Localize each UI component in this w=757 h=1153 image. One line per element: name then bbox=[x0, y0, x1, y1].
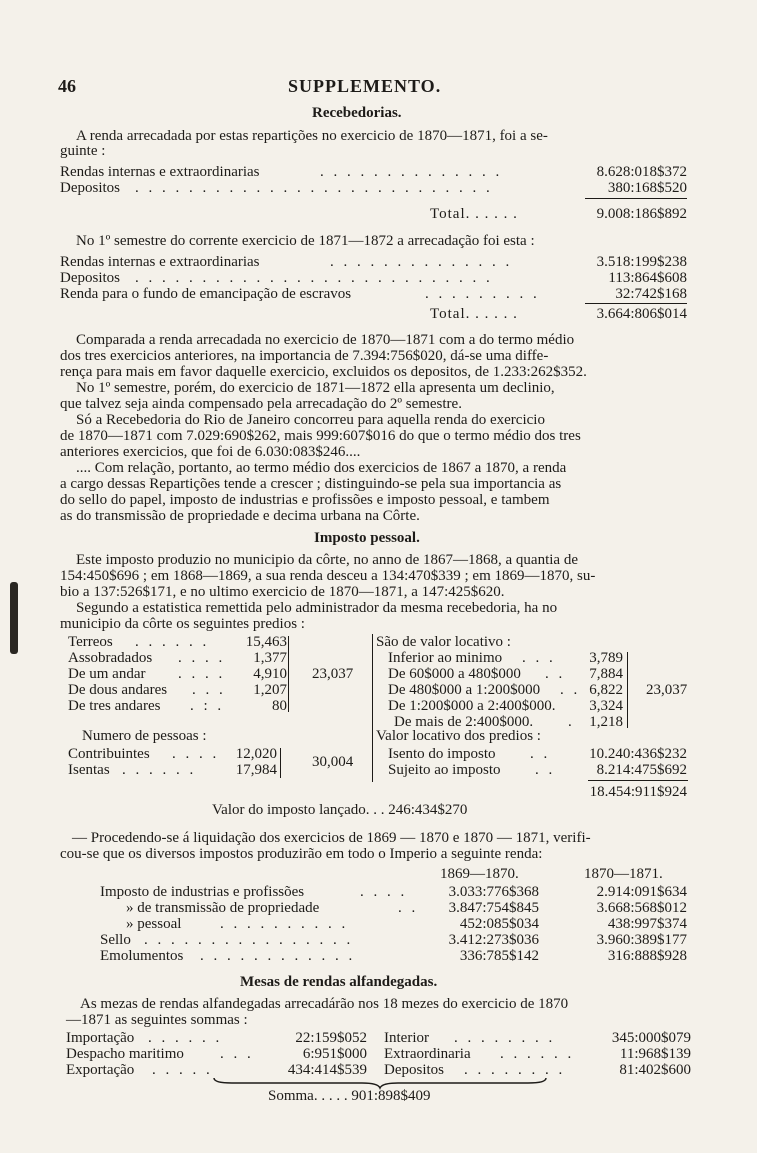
table-row-label: De 480$000 a 1:200$000 bbox=[388, 682, 541, 698]
table-row-label: Depositos bbox=[384, 1062, 444, 1078]
leader-dots: . . . . . . . . . . bbox=[220, 916, 349, 932]
paragraph-line: municipio da côrte os seguintes predios : bbox=[60, 616, 305, 632]
paragraph-line: dos tres exercicios anteriores, na importancia de 7.394:756$020, dá-se uma diffe- bbox=[60, 348, 549, 364]
table-row-label: Assobradados bbox=[68, 650, 153, 666]
table-row-label: De 60$000 a 480$000 bbox=[388, 666, 521, 682]
table-row-value: 10.240:436$232 bbox=[589, 746, 687, 762]
paragraph-line: as do transmissão de propriedade e decima urbana na Côrte. bbox=[60, 508, 420, 524]
total-label: Total. . . . . . bbox=[430, 306, 518, 322]
section-title-mesas: Mesas de rendas alfandegadas. bbox=[240, 974, 438, 990]
total-value: 9.008:186$892 bbox=[596, 206, 687, 222]
paragraph-line: — Procedendo-se á liquidação dos exercicios de 1869 — 1870 e 1870 — 1871, verifi- bbox=[72, 830, 591, 846]
table-row-value: 3.847:754$845 bbox=[448, 900, 539, 916]
paragraph-line: Segundo a estatistica remettida pelo administrador da mesma recebedoria, ha no bbox=[76, 600, 558, 616]
table-row-label: De dous andares bbox=[68, 682, 168, 698]
valor-total: 23,037 bbox=[646, 682, 688, 698]
paragraph-line: .... Com relação, portanto, ao termo médio dos exercicios de 1867 a 1870, a renda bbox=[76, 460, 567, 476]
paragraph-line: No 1º semestre do corrente exercicio de 1871—1872 a arrecadação foi esta : bbox=[76, 233, 535, 249]
table-row-label: Interior bbox=[384, 1030, 429, 1046]
table-row-label: Despacho maritimo bbox=[66, 1046, 184, 1062]
table-row-value: 336:785$142 bbox=[459, 948, 539, 964]
table-row-label: Rendas internas e extraordinarias bbox=[60, 164, 260, 180]
vl-total: 18.454:911$924 bbox=[589, 784, 687, 800]
leader-dots: . . . . . . . . . . . . . . . . . . . . . . . . . . . bbox=[135, 270, 493, 286]
section-title-recebedorias: Recebedorias. bbox=[312, 105, 402, 121]
table-row-value: 3.668:568$012 bbox=[596, 900, 687, 916]
table-row-label: Extraordinaria bbox=[384, 1046, 471, 1062]
leader-dots: . . . . bbox=[172, 746, 220, 762]
leader-dots: . . . . . . bbox=[148, 1030, 223, 1046]
table-row-label: Terreos bbox=[68, 634, 113, 650]
column-header: 1869—1870. bbox=[440, 866, 519, 882]
table-row-label: De tres andares bbox=[68, 698, 161, 714]
table-row-value: 12,020 bbox=[235, 746, 277, 762]
brace bbox=[627, 652, 628, 728]
leader-dots: . . . . . bbox=[152, 1062, 213, 1078]
table-row-value: 4,910 bbox=[253, 666, 287, 682]
table-row-value: 8.214:475$692 bbox=[596, 762, 687, 778]
leader-dots: . . . . . . . . . . . . . . bbox=[330, 254, 513, 270]
leader-dots: . . . . . . bbox=[500, 1046, 575, 1062]
margin-mark bbox=[10, 582, 18, 654]
leader-dots: . bbox=[568, 714, 575, 730]
paragraph-line: Este imposto produzio no municipio da côrte, no anno de 1867—1868, a quantia de bbox=[76, 552, 578, 568]
table-row-value: 1,377 bbox=[253, 650, 287, 666]
sub-header: Valor locativo dos predios : bbox=[376, 728, 541, 744]
sub-header: Numero de pessoas : bbox=[82, 728, 207, 744]
table-row-value: 3.518:199$238 bbox=[596, 254, 687, 270]
table-row-value: 11:968$139 bbox=[619, 1046, 691, 1062]
paragraph-line: As mezas de rendas alfandegadas arrecadárão nos 18 mezes do exercicio de 1870 bbox=[80, 996, 569, 1012]
column-divider bbox=[372, 634, 373, 782]
table-row-label: Inferior ao minimo bbox=[388, 650, 503, 666]
table-row-label: Renda para o fundo de emancipação de escravos bbox=[60, 286, 352, 302]
table-row-label: Imposto de industrias e profissões bbox=[100, 884, 305, 900]
sum-rule bbox=[585, 198, 687, 199]
leader-dots: . . . . . . . . . bbox=[425, 286, 540, 302]
table-row-value: 438:997$374 bbox=[607, 916, 687, 932]
table-row-value: 452:085$034 bbox=[459, 916, 539, 932]
paragraph-line: rença para mais em favor daquelle exercicio, excluidos os depositos, de 1.233:262$352. bbox=[60, 364, 587, 380]
leader-dots: . . . . bbox=[178, 650, 226, 666]
leader-dots: . . bbox=[560, 682, 581, 698]
brace bbox=[280, 748, 281, 778]
table-row-value: 2.914:091$634 bbox=[596, 884, 687, 900]
table-row-value: 3.412:273$036 bbox=[448, 932, 539, 948]
table-row-value: 6,822 bbox=[589, 682, 623, 698]
table-row-value: 17,984 bbox=[235, 762, 277, 778]
table-row-value: 32:742$168 bbox=[615, 286, 687, 302]
table-row-label: Isento do imposto bbox=[388, 746, 496, 762]
leader-dots: . . bbox=[398, 900, 419, 916]
leader-dots: . . . . . . . . bbox=[454, 1030, 556, 1046]
table-row-label: Isentas bbox=[68, 762, 110, 778]
leader-dots: . . . . . . bbox=[122, 762, 197, 778]
paragraph-line: guinte : bbox=[60, 143, 106, 159]
table-row-value: 7,884 bbox=[589, 666, 623, 682]
table-row-value: 3.033:776$368 bbox=[448, 884, 539, 900]
column-header: 1870—1871. bbox=[584, 866, 663, 882]
paragraph-line: No 1º semestre, porém, do exercicio de 1871—1872 ella apresenta um declinio, bbox=[76, 380, 555, 396]
leader-dots: . . . . . . . . . . . . . . . . . . . . . . . . . . . bbox=[135, 180, 493, 196]
leader-dots: . . . . . . . . bbox=[464, 1062, 566, 1078]
leader-dots: . . . . . . . . . . . . bbox=[200, 948, 356, 964]
sub-header: São de valor locativo : bbox=[376, 634, 511, 650]
leader-dots: . . bbox=[545, 666, 566, 682]
total-label: Total. . . . . . bbox=[430, 206, 518, 222]
paragraph-line: anteriores exercicios, que foi de 6.030:083$246.... bbox=[60, 444, 361, 460]
leader-dots: . . . . bbox=[360, 884, 408, 900]
leader-dots: . . . . bbox=[178, 666, 226, 682]
table-row-value: 15,463 bbox=[245, 634, 287, 650]
table-row-value: 1,207 bbox=[253, 682, 287, 698]
page-title: SUPPLEMENTO. bbox=[288, 76, 442, 96]
somma-total: Somma. . . . . 901:898$409 bbox=[268, 1088, 431, 1104]
brace bbox=[288, 636, 289, 712]
paragraph-line: bio a 137:526$171, e no ultimo exercicio de 1870—1871, a 147:425$620. bbox=[60, 584, 505, 600]
table-row-value: 8.628:018$372 bbox=[596, 164, 687, 180]
table-row-label: Sello bbox=[100, 932, 131, 948]
leader-dots: . . . bbox=[220, 1046, 254, 1062]
leader-dots: . . . bbox=[192, 682, 226, 698]
total-value: 3.664:806$014 bbox=[596, 306, 687, 322]
table-row-label: Depositos bbox=[60, 180, 120, 196]
leader-dots: . . . . . . . . . . . . . . bbox=[320, 164, 503, 180]
paragraph-line: cou-se que os diversos impostos produzirão em todo o Imperio a seguinte renda: bbox=[60, 846, 543, 862]
paragraph-line: 154:450$696 ; em 1868—1869, a sua renda desceu a 134:470$339 ; em 1869—1870, su- bbox=[60, 568, 596, 584]
table-row-value: 81:402$600 bbox=[619, 1062, 691, 1078]
table-row-label: Exportação bbox=[66, 1062, 135, 1078]
paragraph-line: do sello do papel, imposto de industrias e profissões e imposto pessoal, e tambem bbox=[60, 492, 550, 508]
sum-rule bbox=[588, 780, 688, 781]
table-row-label: De 1:200$000 a 2:400$000. bbox=[388, 698, 556, 714]
pessoas-total: 30,004 bbox=[312, 754, 354, 770]
table-row-value: 3.960:389$177 bbox=[596, 932, 687, 948]
table-row-value: 316:888$928 bbox=[607, 948, 687, 964]
paragraph-line: Só a Recebedoria do Rio de Janeiro concorreu para aquella renda do exercicio bbox=[76, 412, 545, 428]
table-row-label: » de transmissão de propriedade bbox=[126, 900, 320, 916]
table-row-value: 1,218 bbox=[589, 714, 623, 730]
paragraph-line: a cargo dessas Repartições tende a crescer ; distinguindo-se pela sua importancia as bbox=[60, 476, 562, 492]
table-row-label: Emolumentos bbox=[100, 948, 184, 964]
table-row-label: Rendas internas e extraordinarias bbox=[60, 254, 260, 270]
table-row-label: Depositos bbox=[60, 270, 120, 286]
table-row-value: 380:168$520 bbox=[607, 180, 687, 196]
sum-rule bbox=[585, 303, 687, 304]
leader-dots: . . . . . . bbox=[135, 634, 210, 650]
table-row-label: Importação bbox=[66, 1030, 135, 1046]
leader-dots: . . . bbox=[522, 650, 556, 666]
table-row-label: Contribuintes bbox=[68, 746, 150, 762]
table-row-value: 3,324 bbox=[589, 698, 623, 714]
table-row-value: 22:159$052 bbox=[295, 1030, 367, 1046]
table-row-value: 6:951$000 bbox=[302, 1046, 367, 1062]
table-row-label: » pessoal bbox=[126, 916, 182, 932]
table-row-label: Sujeito ao imposto bbox=[388, 762, 501, 778]
leader-dots: . : . bbox=[190, 698, 225, 714]
paragraph-line: que talvez seja ainda compensado pela arrecadação do 2º semestre. bbox=[60, 396, 462, 412]
leader-dots: . . bbox=[535, 762, 556, 778]
leader-dots: . . . . . . . . . . . . . . . . bbox=[144, 932, 354, 948]
table-row-value: 113:864$608 bbox=[608, 270, 687, 286]
table-row-value: 80 bbox=[272, 698, 287, 714]
page-number: 46 bbox=[58, 76, 76, 96]
paragraph-line: de 1870—1871 com 7.029:690$262, mais 999:607$016 do que o termo médio dos tres bbox=[60, 428, 581, 444]
predios-total: 23,037 bbox=[312, 666, 354, 682]
imposto-lancado: Valor do imposto lançado. . . 246:434$270 bbox=[212, 802, 468, 818]
leader-dots: . . bbox=[530, 746, 551, 762]
table-row-value: 3,789 bbox=[589, 650, 623, 666]
table-row-value: 434:414$539 bbox=[287, 1062, 367, 1078]
table-row-value: 345:000$079 bbox=[611, 1030, 691, 1046]
table-row-label: De mais de 2:400$000. bbox=[394, 714, 534, 730]
paragraph-line: —1871 as seguintes sommas : bbox=[66, 1012, 248, 1028]
paragraph-line: A renda arrecadada por estas repartições no exercicio de 1870—1871, foi a se- bbox=[76, 128, 548, 144]
table-row-label: De um andar bbox=[68, 666, 146, 682]
section-title-imposto-pessoal: Imposto pessoal. bbox=[314, 530, 420, 546]
paragraph-line: Comparada a renda arrecadada no exercicio de 1870—1871 com a do termo médio bbox=[76, 332, 575, 348]
